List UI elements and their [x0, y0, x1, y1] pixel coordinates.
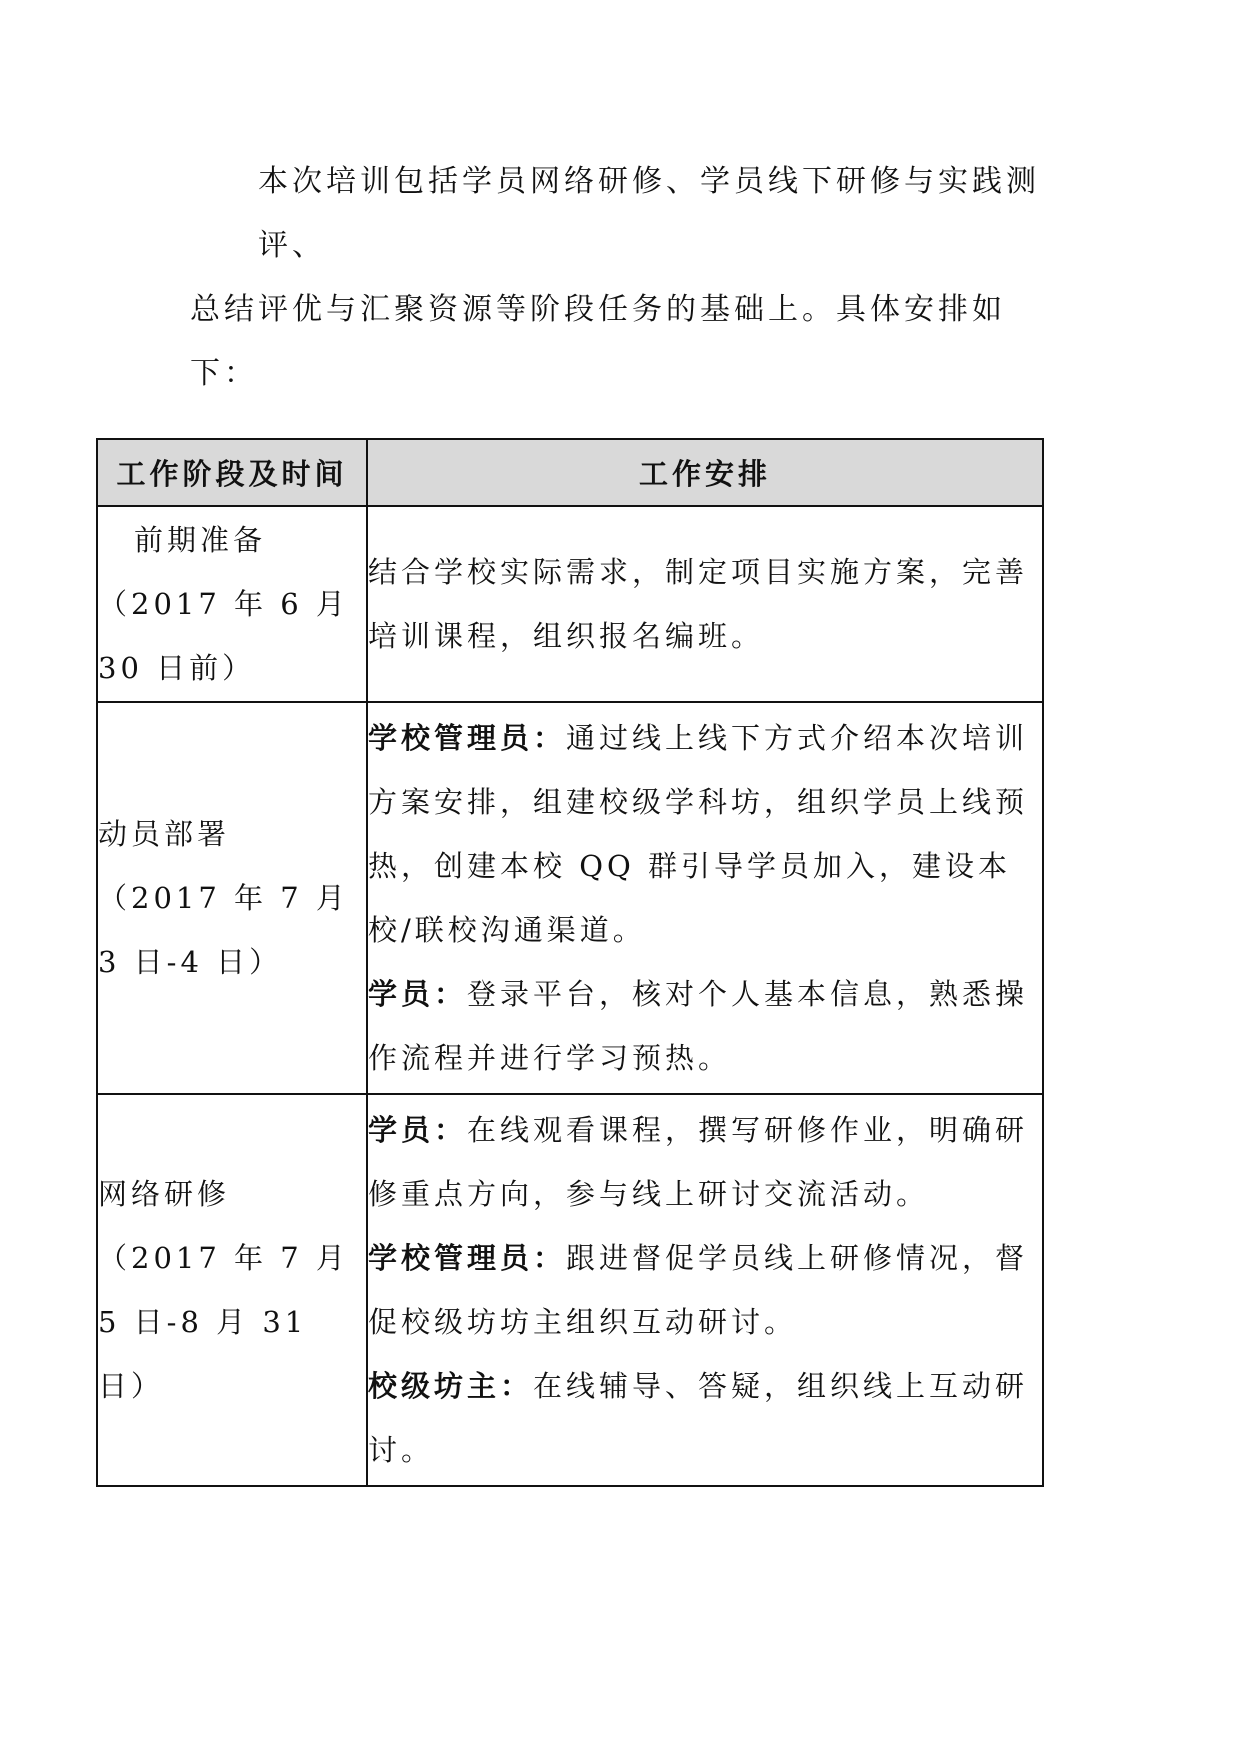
intro-paragraph: [190, 150, 1070, 406]
work-item-text: 登录平台，核对个人基本信息，熟悉操作流程并进行学习预热。: [368, 977, 1029, 1075]
stage-cell: [97, 506, 367, 702]
table-row: [97, 702, 1043, 1094]
work-item-role: 学校管理员：: [368, 1241, 567, 1275]
stage-name: 网络研修: [98, 1177, 231, 1211]
schedule-table: [96, 438, 1044, 1487]
stage-time: （2017 年 7 月 5 日-8 月 31 日）: [98, 1241, 349, 1403]
stage-name: 前期准备: [134, 523, 267, 557]
header-stage-time: 工作阶段及时间: [97, 439, 367, 506]
stage-name: 动员部署: [98, 817, 231, 851]
table-row: [97, 506, 1043, 702]
table-row: [97, 1094, 1043, 1486]
header-work-arrangement: 工作安排: [367, 439, 1043, 506]
work-item: [368, 1226, 1042, 1354]
work-cell: [367, 1094, 1043, 1486]
work-item-role: 学员：: [368, 977, 468, 1011]
work-item: [368, 1098, 1042, 1226]
stage-cell: [97, 702, 367, 1094]
work-item-text: 在线观看课程，撰写研修作业，明确研修重点方向，参与线上研讨交流活动。: [368, 1113, 1029, 1211]
stage-cell: [97, 1094, 367, 1486]
work-item-text: 在线辅导、答疑，组织线上互动研讨。: [368, 1369, 1029, 1467]
work-cell: [367, 702, 1043, 1094]
work-item-role: 学校管理员：: [368, 721, 567, 755]
work-cell: [367, 506, 1043, 702]
stage-time: （2017 年 6 月 30 日前）: [98, 587, 349, 685]
intro-line-2: 总结评优与汇聚资源等阶段任务的基础上。具体安排如下：: [190, 292, 1006, 391]
work-item: [368, 1354, 1042, 1482]
stage-time: （2017 年 7 月 3 日-4 日）: [98, 881, 349, 979]
intro-line-1: 本次培训包括学员网络研修、学员线下研修与实践测评、: [258, 164, 1040, 263]
work-item-text: 跟进督促学员线上研修情况，督促校级坊坊主组织互动研讨。: [368, 1241, 1029, 1339]
work-item-role: 校级坊主：: [368, 1369, 534, 1403]
table-header-row: [97, 439, 1043, 506]
work-item-text: 结合学校实际需求，制定项目实施方案，完善培训课程，组织报名编班。: [368, 555, 1029, 653]
work-item: [368, 962, 1042, 1090]
work-item-role: 学员：: [368, 1113, 468, 1147]
work-item: [368, 706, 1042, 962]
work-item-text: 通过线上线下方式介绍本次培训方案安排，组建校级学科坊，组织学员上线预热，创建本校 QQ 群引导学员加入，建设本校/联校沟通渠道。: [368, 721, 1029, 947]
work-item: [368, 540, 1042, 668]
